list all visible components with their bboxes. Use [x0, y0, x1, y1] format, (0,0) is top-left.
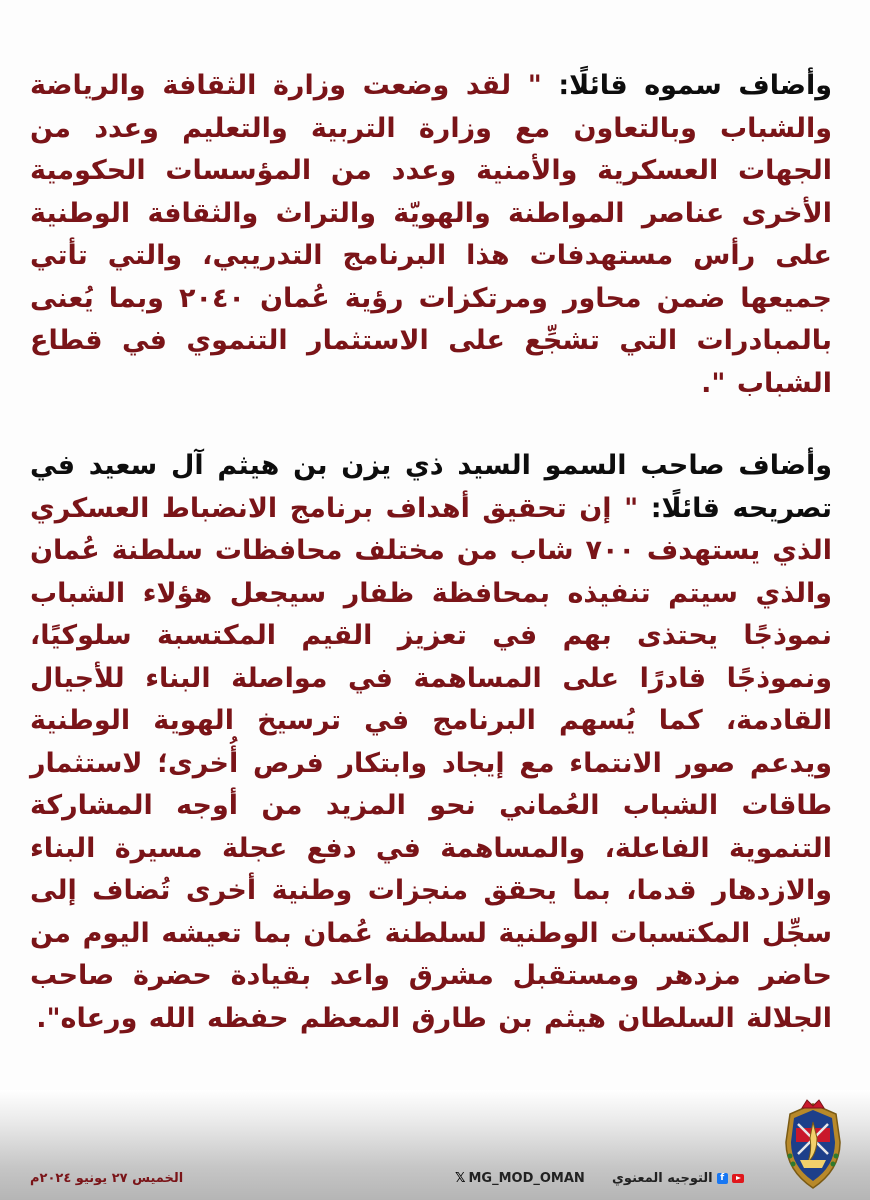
paragraph-1-lead: وأضاف سموه قائلًا: — [558, 70, 832, 101]
footer-bar — [0, 1090, 870, 1200]
footer-date: الخميس ٢٧ يونيو ٢٠٢٤م — [30, 1171, 184, 1186]
x-handle-text: MG_MOD_OMAN — [468, 1171, 585, 1186]
facebook-icon: f — [717, 1173, 728, 1184]
paragraph-1-body: " لقد وضعت وزارة الثقافة والرياضة والشباب وبالتعاون مع وزارة التربية والتعليم وعدد من الجهات العسكرية والأمنية وعدد من المؤسسات الحكومية الأخرى عناصر المواطنة والهويّة والتراث والثقافة الوطنية على رأس مستهدفات هذا البرنامج التدريبي، والتي تأتي جميعها ضمن محاور ومرتكزات رؤية عُمان ٢٠٤٠ وبما يُعنى بالمبادرات التي تشجِّع على الاستثمار التنموي في قطاع الشباب ". — [30, 70, 832, 399]
social-label: التوجيه المعنوي — [612, 1171, 713, 1186]
paragraph-2-body: " إن تحقيق أهداف برنامج الانضباط العسكري الذي يستهدف ٧٠٠ شاب من مختلف محافظات سلطنة عُمان والذي سيتم تنفيذه بمحافظة ظفار سيجعل هؤلاء الشباب نموذجًا يحتذى بهم في تعزيز القيم المكتسبة سلوكيًا، ونموذجًا قادرًا على المساهمة في مواصلة البناء للأجيال القادمة، كما يُسهم البرنامج في ترسيخ الهوية الوطنية ويدعم صور الانتماء مع إيجاد وابتكار فرص أُخرى؛ لاستثمار طاقات الشباب العُماني نحو المزيد من أوجه المشاركة التنموية الفاعلة، والمساهمة في دفع عجلة مسيرة البناء والازدهار قدما، بما يحقق منجزات وطنية أخرى تُضاف إلى سجِّل المكتسبات الوطنية لسلطنة عُمان بما تعيشه اليوم من حاضر مزدهر ومستقبل مشرق واعد بقيادة حضرة صاحب الجلالة السلطان هيثم بن طارق المعظم حفظه الله ورعاه". — [30, 492, 833, 1034]
x-handle-link[interactable] — [455, 1171, 585, 1186]
social-accounts[interactable] — [612, 1171, 744, 1186]
paragraph-1 — [30, 65, 832, 405]
ministry-emblem-icon — [774, 1098, 852, 1194]
x-logo-icon: 𝕏 — [455, 1171, 466, 1186]
youtube-icon — [732, 1174, 744, 1183]
paragraph-2 — [30, 445, 832, 1040]
paragraph-2-lead: وأضاف صاحب السمو السيد ذي يزن بن هيثم آل سعيد في تصريحه قائلًا: — [30, 450, 832, 524]
